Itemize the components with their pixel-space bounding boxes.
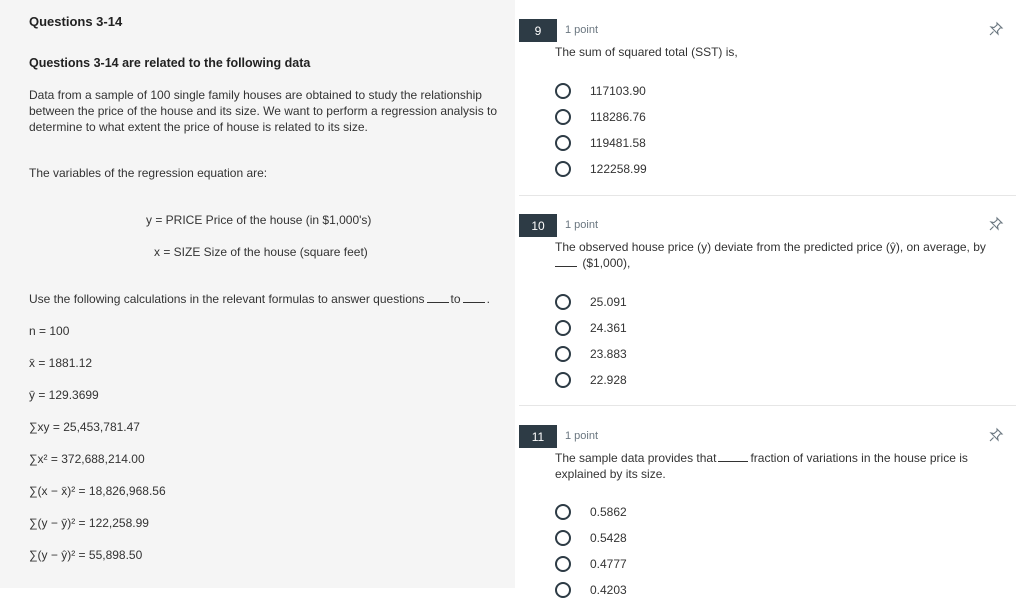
option-label: 25.091 — [590, 295, 627, 309]
answer-option[interactable] — [555, 159, 647, 179]
answer-option[interactable] — [555, 344, 627, 364]
option-label: 119481.58 — [590, 136, 646, 150]
blank-line — [555, 257, 577, 267]
question-points: 1 point — [565, 430, 599, 442]
option-label: 117103.90 — [590, 84, 646, 98]
instructions-prefix: Use the following calculations in the relevant formulas to answer questions — [29, 292, 425, 306]
question-group-panel — [0, 0, 515, 588]
answer-option[interactable] — [555, 107, 646, 127]
question-text-part-a: The observed house price (y) deviate from the predicted price (ŷ), on average, by — [555, 240, 986, 254]
question-number: 11 — [519, 425, 557, 448]
blank-line — [427, 293, 449, 303]
answer-option[interactable] — [555, 580, 627, 600]
option-label: 122258.99 — [590, 162, 647, 176]
answer-option[interactable] — [555, 81, 646, 101]
stat-x-mean: x̄ = 1881.12 — [29, 356, 93, 370]
answer-option[interactable] — [555, 554, 627, 574]
equation-x: x = SIZE Size of the house (square feet) — [154, 245, 368, 259]
question-points: 1 point — [565, 219, 599, 231]
option-label: 118286.76 — [590, 110, 646, 124]
radio-button[interactable] — [555, 109, 571, 125]
question-number: 10 — [519, 214, 557, 237]
stat-sum-sq-x: ∑(x − x̄)² = 18,826,968.56 — [29, 484, 166, 498]
option-label: 0.4777 — [590, 557, 627, 571]
radio-button[interactable] — [555, 530, 571, 546]
answer-option[interactable] — [555, 133, 646, 153]
question-text — [555, 450, 1005, 482]
answer-option[interactable] — [555, 528, 627, 548]
answer-option[interactable] — [555, 318, 627, 338]
question-text-part-a: The sample data provides that — [555, 451, 717, 465]
option-label: 0.4203 — [590, 583, 627, 597]
option-label: 22.928 — [590, 373, 627, 387]
radio-button[interactable] — [555, 161, 571, 177]
pin-icon[interactable] — [988, 21, 1004, 37]
pin-icon[interactable] — [988, 216, 1004, 232]
radio-button[interactable] — [555, 83, 571, 99]
answer-option[interactable] — [555, 292, 627, 312]
stat-y-mean: ȳ = 129.3699 — [29, 388, 99, 402]
radio-button[interactable] — [555, 504, 571, 520]
stat-sum-sq-y: ∑(y − ȳ)² = 122,258.99 — [29, 516, 149, 530]
question-9 — [519, 19, 1016, 189]
radio-button[interactable] — [555, 582, 571, 598]
equation-y: y = PRICE Price of the house (in $1,000's) — [146, 213, 372, 227]
question-text: The sum of squared total (SST) is, — [555, 45, 738, 59]
radio-button[interactable] — [555, 346, 571, 362]
radio-button[interactable] — [555, 556, 571, 572]
question-10 — [519, 214, 1016, 394]
option-label: 23.883 — [590, 347, 627, 361]
group-description: Data from a sample of 100 single family houses are obtained to study the relationship between the price of the house and its size. We want to perform a regression analysis to determine to what extent the price of house is related to its size. — [29, 88, 498, 134]
question-number: 9 — [519, 19, 557, 42]
blank-line — [718, 452, 748, 462]
answer-option[interactable] — [555, 502, 627, 522]
radio-button[interactable] — [555, 320, 571, 336]
stat-sum-sq-resid: ∑(y − ŷ)² = 55,898.50 — [29, 548, 143, 562]
option-label: 0.5428 — [590, 531, 627, 545]
question-text-part-b: fraction of variations in the house price is explained by its size. — [555, 451, 968, 481]
variables-label: The variables of the regression equation are: — [29, 166, 268, 180]
question-text — [555, 239, 1015, 271]
blank-line — [463, 293, 485, 303]
option-label: 24.361 — [590, 321, 627, 335]
stat-sum-x2: ∑x² = 372,688,214.00 — [29, 452, 145, 466]
group-title: Questions 3-14 — [29, 14, 123, 29]
question-divider — [519, 195, 1016, 196]
pin-icon[interactable] — [988, 427, 1004, 443]
radio-button[interactable] — [555, 372, 571, 388]
group-subtitle: Questions 3-14 are related to the following data — [29, 56, 311, 70]
option-label: 0.5862 — [590, 505, 627, 519]
radio-button[interactable] — [555, 135, 571, 151]
instructions-text: Use the following calculations in the relevant formulas to answer questions to . — [29, 292, 490, 306]
stat-n: n = 100 — [29, 324, 70, 338]
question-points: 1 point — [565, 24, 599, 36]
question-11 — [519, 425, 1016, 605]
answer-option[interactable] — [555, 370, 627, 390]
question-divider — [519, 405, 1016, 406]
stat-sum-xy: ∑xy = 25,453,781.47 — [29, 420, 140, 434]
instructions-mid: to — [450, 292, 461, 306]
radio-button[interactable] — [555, 294, 571, 310]
question-text-part-b: ($1,000), — [582, 256, 631, 270]
